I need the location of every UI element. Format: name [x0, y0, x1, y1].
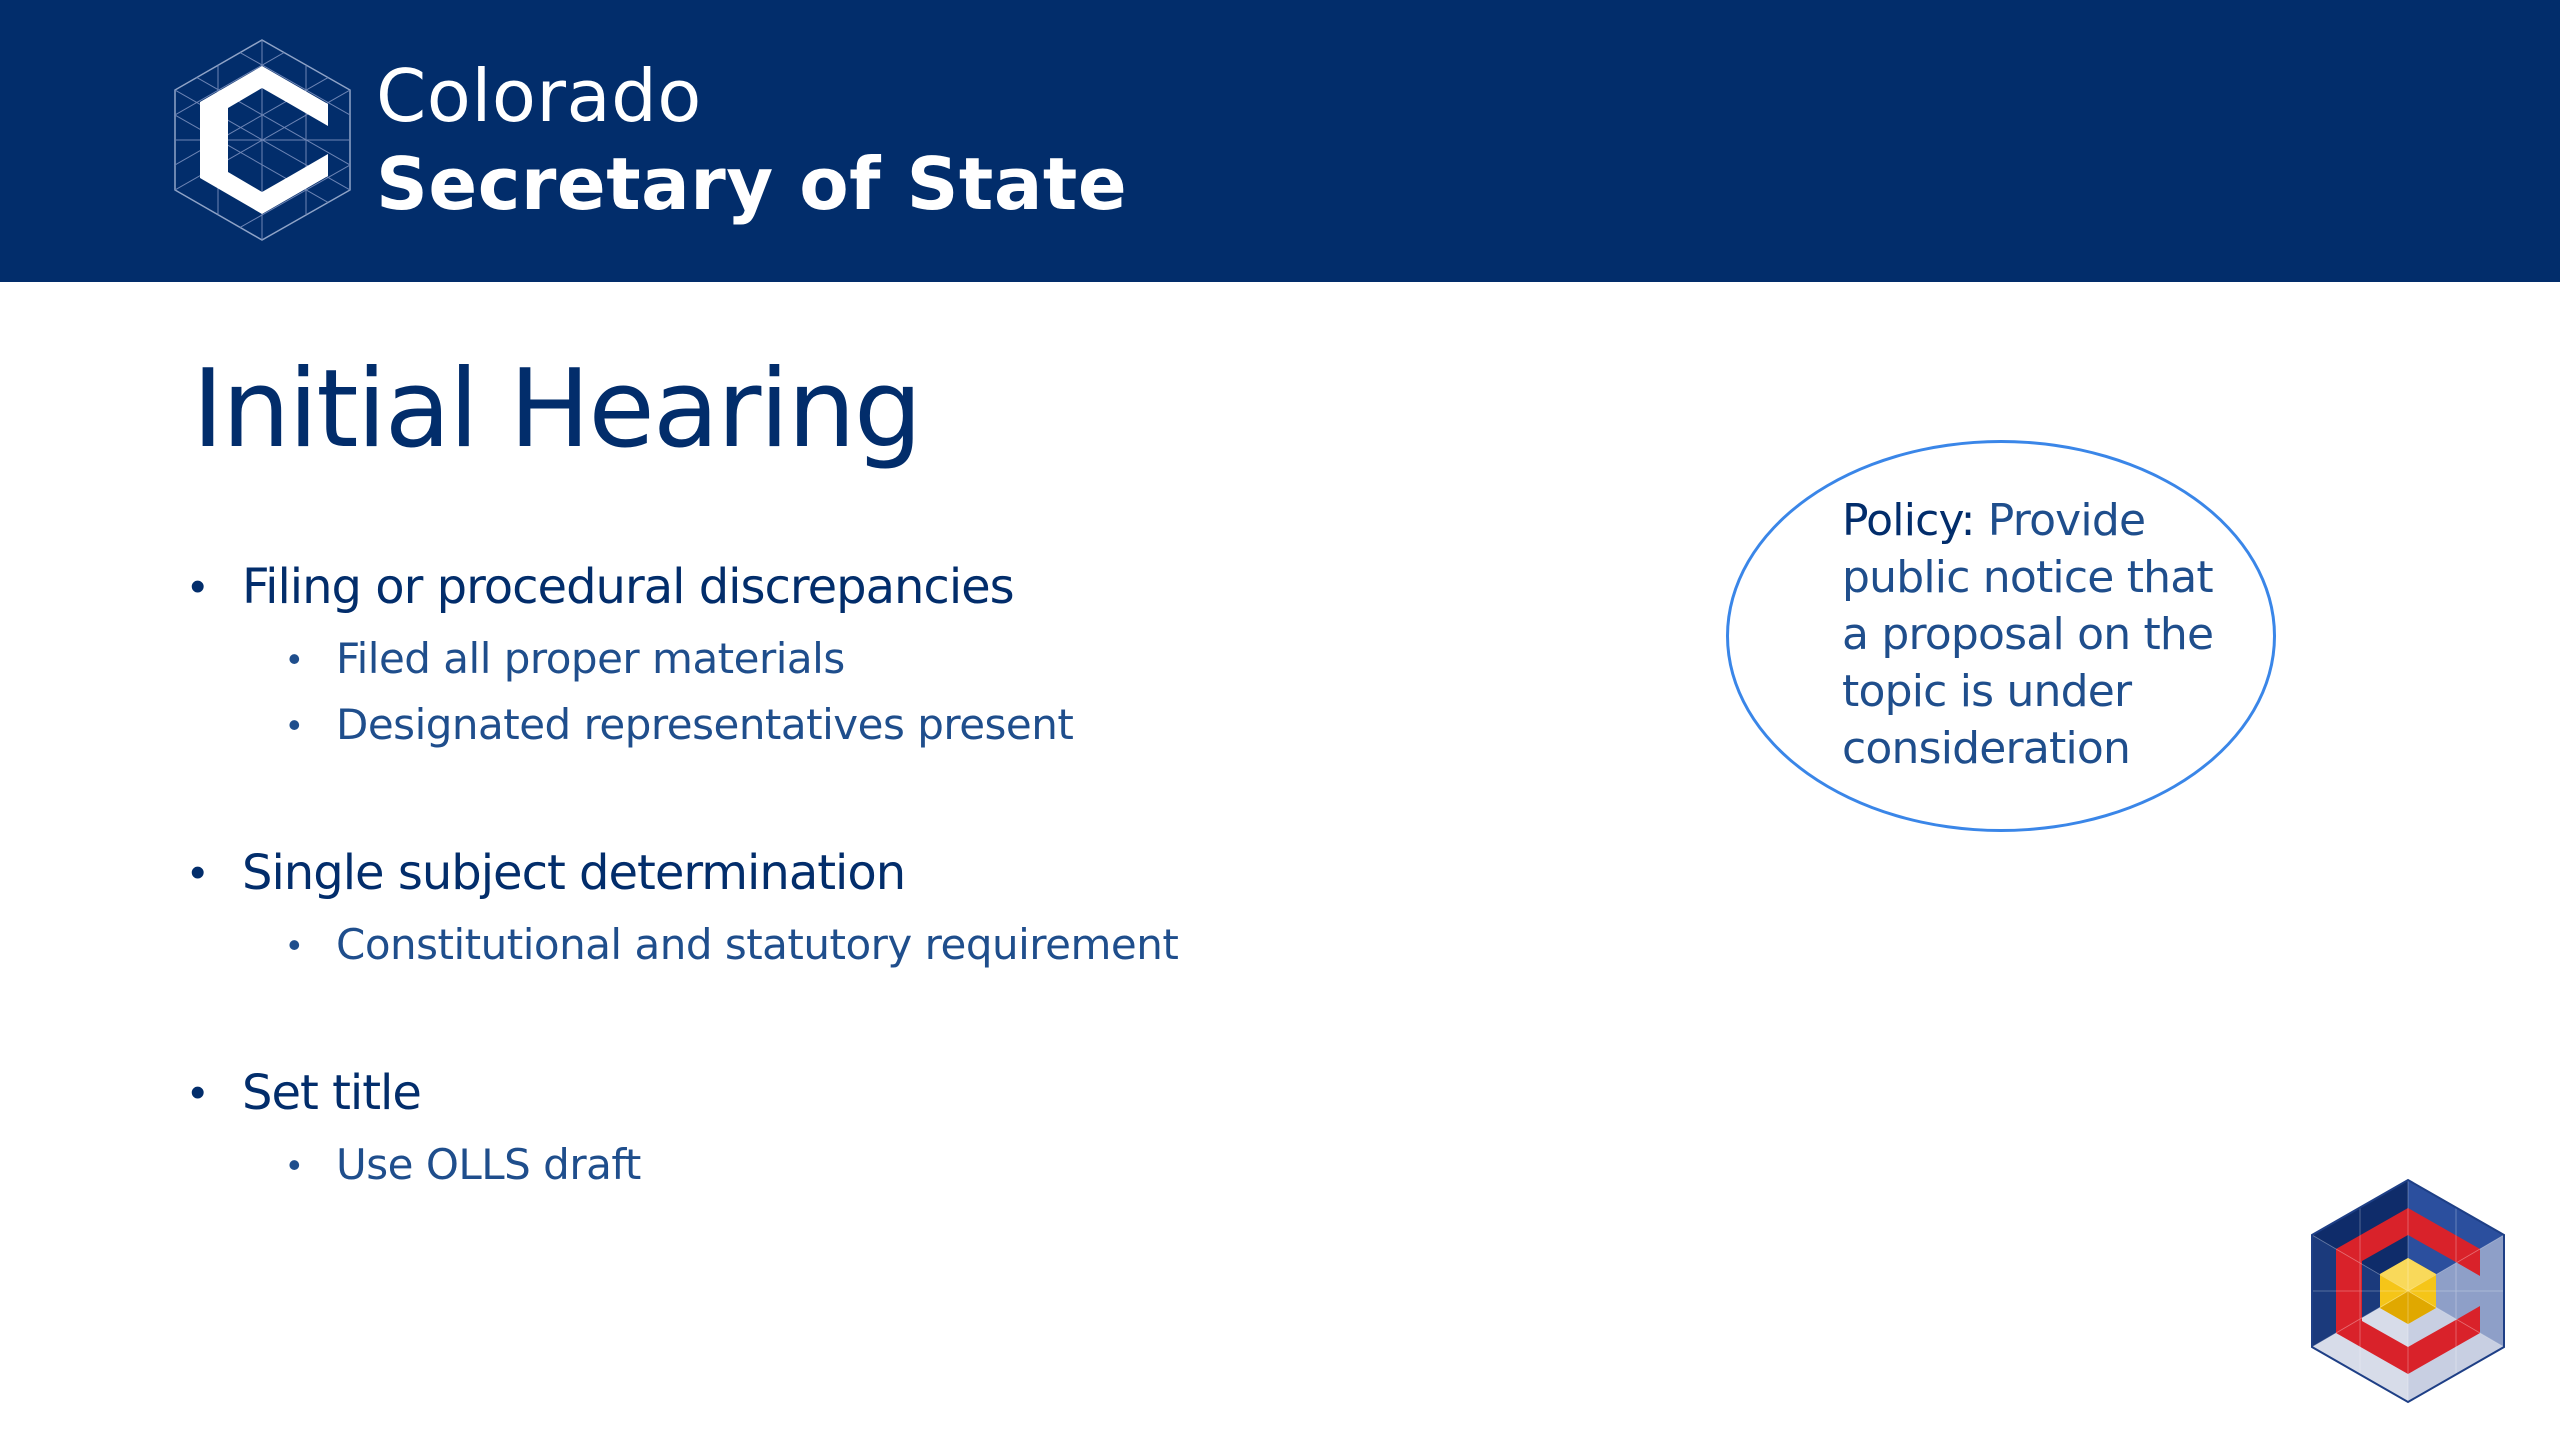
sub-bullet-item — [288, 692, 1690, 758]
sub-bullet-item — [288, 912, 1690, 978]
bullet-text: Set title — [242, 1065, 421, 1121]
bullet-text: Single subject determination — [242, 845, 906, 901]
sub-bullet-text: Filed all proper materials — [336, 634, 845, 683]
sub-bullet-marker: • — [288, 924, 301, 965]
sub-bullet-item — [288, 626, 1690, 692]
bullet-item — [190, 834, 1690, 978]
colorado-flag-hexagon-icon — [2308, 1176, 2508, 1406]
bullet-marker: • — [190, 1068, 206, 1117]
policy-callout-text — [1842, 492, 2252, 777]
colorado-c-hexagon-icon — [170, 36, 355, 244]
bullet-list — [190, 548, 1690, 1198]
page-title: Initial Hearing — [192, 347, 921, 472]
brand-line-colorado: Colorado — [376, 54, 702, 138]
policy-body: Provide public notice that a proposal on the topic is under consideration — [1842, 495, 2214, 774]
bullet-item — [190, 1054, 1690, 1198]
sub-bullet-marker: • — [288, 704, 301, 745]
sub-bullet-list — [242, 1132, 1690, 1198]
brand-wordmark — [376, 50, 1127, 226]
sub-bullet-text: Constitutional and statutory requirement — [336, 920, 1179, 969]
brand-line-secretary-of-state: Secretary of State — [376, 142, 1128, 226]
sub-bullet-marker: • — [288, 1144, 301, 1185]
header-banner — [0, 0, 2560, 282]
bullet-item — [190, 548, 1690, 758]
bullet-marker: • — [190, 848, 206, 897]
sub-bullet-marker: • — [288, 638, 301, 679]
sub-bullet-list — [242, 912, 1690, 978]
sub-bullet-item — [288, 1132, 1690, 1198]
bullet-marker: • — [190, 562, 206, 611]
sub-bullet-text: Designated representatives present — [336, 700, 1074, 749]
sub-bullet-text: Use OLLS draft — [336, 1140, 641, 1189]
sub-bullet-list — [242, 626, 1690, 758]
policy-label: Policy: — [1842, 495, 1975, 546]
bullet-text: Filing or procedural discrepancies — [242, 559, 1014, 615]
